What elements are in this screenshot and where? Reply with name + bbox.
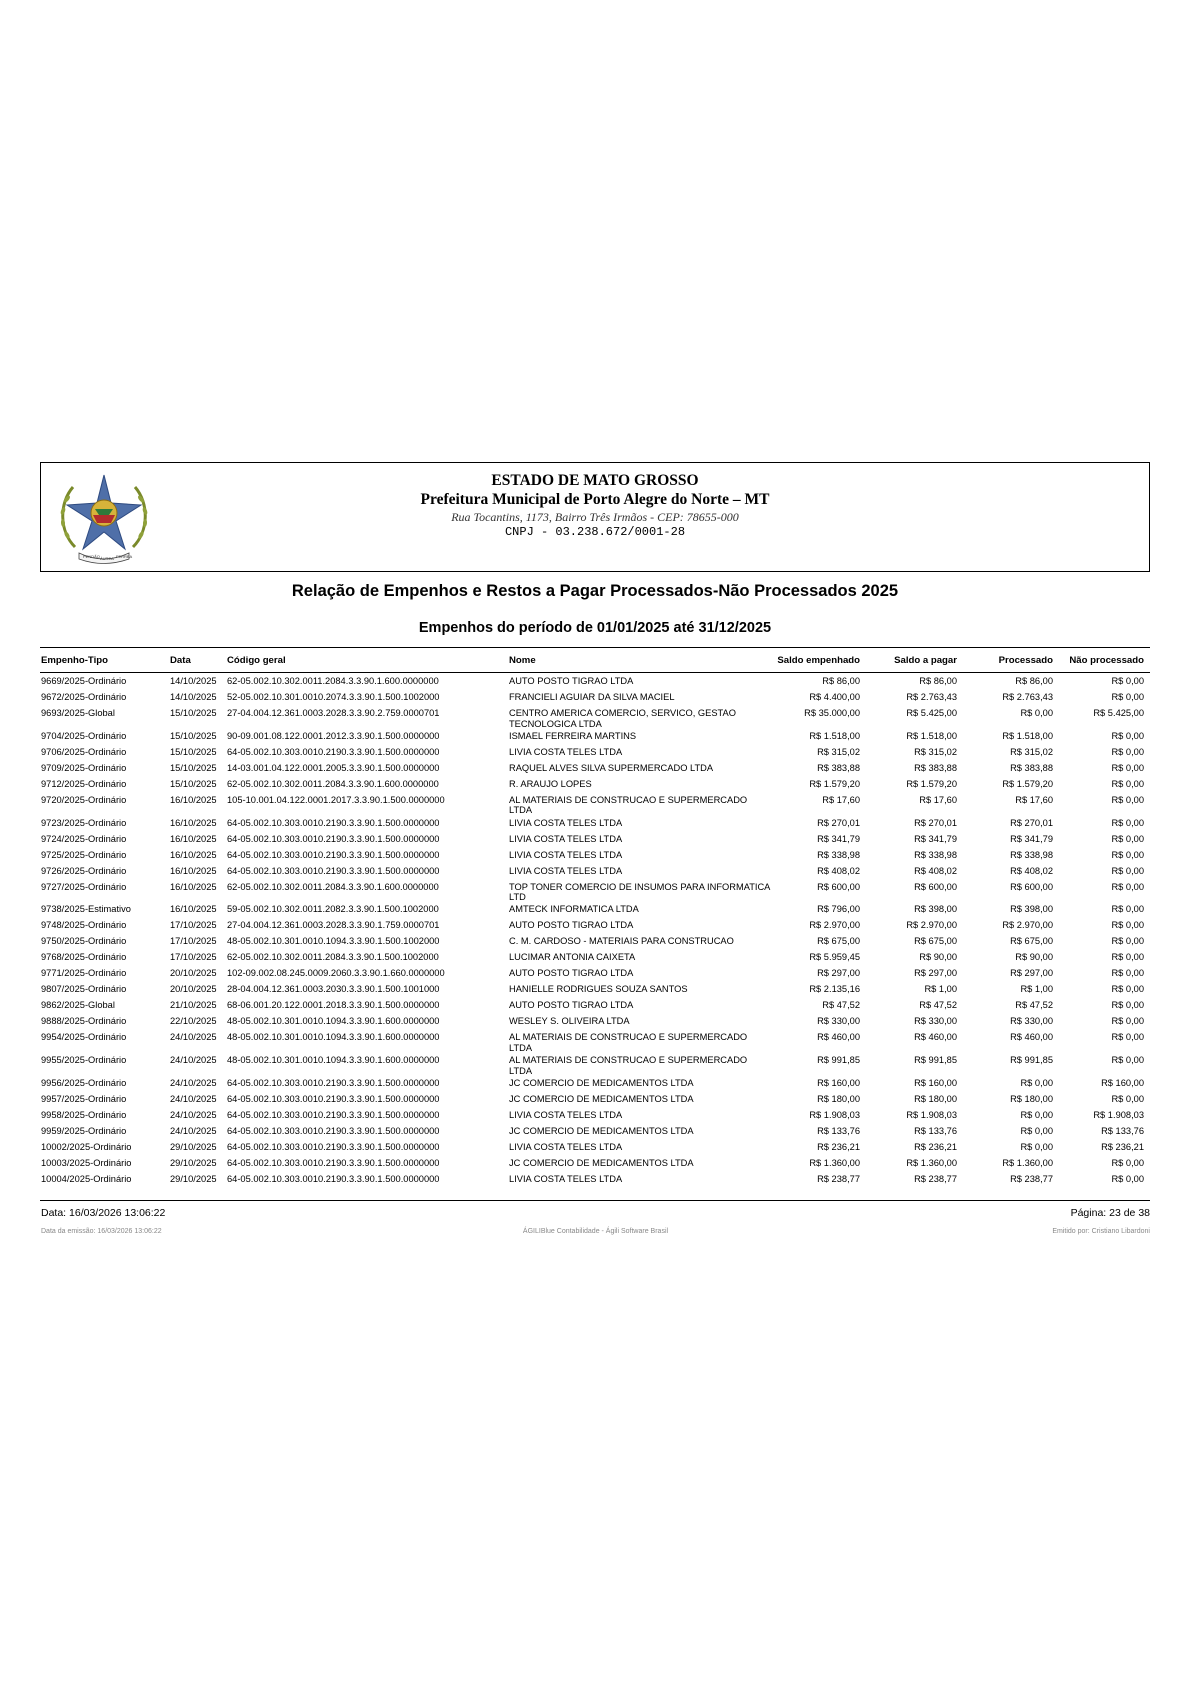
cell-codigo-geral: 48-05.002.10.301.0010.1094.3.3.90.1.500.1002000 [227, 936, 440, 947]
cell-processado: R$ 1.579,20 [1002, 778, 1053, 789]
cell-saldo-empenhado: R$ 1.908,03 [809, 1109, 860, 1120]
cell-saldo-empenhado: R$ 180,00 [817, 1093, 860, 1104]
cell-codigo-geral: 27-04.004.12.361.0003.2028.3.3.90.1.759.0000701 [227, 920, 440, 931]
cell-data: 14/10/2025 [170, 692, 217, 702]
cell-data: 15/10/2025 [170, 746, 217, 757]
cell-processado: R$ 0,00 [1020, 1077, 1053, 1088]
cell-processado: R$ 398,00 [1010, 904, 1053, 915]
cell-saldo-empenhado: R$ 1.360,00 [809, 1157, 860, 1168]
cell-nome: AL MATERIAIS DE CONSTRUCAO E SUPERMERCADO LTDA [509, 794, 748, 816]
cell-saldo-empenhado: R$ 1.579,20 [809, 778, 860, 789]
cell-data: 24/10/2025 [170, 1032, 217, 1043]
cell-empenho-tipo: 10002/2025-Ordinário [41, 1141, 132, 1152]
cell-empenho-tipo: 9723/2025-Ordinário [41, 817, 127, 828]
cell-codigo-geral: 64-05.002.10.303.0010.2190.3.3.90.1.500.0000000 [227, 865, 440, 876]
cell-codigo-geral: 62-05.002.10.302.0011.2084.3.3.90.1.600.0000000 [227, 881, 439, 892]
cell-saldo-empenhado: R$ 238,77 [817, 1173, 860, 1184]
cell-nome: AL MATERIAIS DE CONSTRUCAO E SUPERMERCADO LTDA [509, 1032, 748, 1053]
cell-processado: R$ 2.970,00 [1002, 920, 1053, 931]
header-codigo-geral: Código geral [227, 655, 286, 666]
cell-processado: R$ 0,00 [1020, 1125, 1053, 1136]
cell-nao-processado: R$ 160,00 [1101, 1077, 1144, 1088]
cell-nao-processado: R$ 0,00 [1111, 920, 1144, 931]
cell-nao-processado: R$ 0,00 [1111, 865, 1144, 876]
cell-nao-processado: R$ 0,00 [1111, 904, 1144, 915]
cell-data: 15/10/2025 [170, 708, 217, 718]
cell-nao-processado: R$ 0,00 [1111, 936, 1144, 947]
cell-empenho-tipo: 9771/2025-Ordinário [41, 968, 127, 979]
cell-saldo-a-pagar: R$ 47,52 [919, 1000, 957, 1011]
header-processado: Processado [998, 655, 1053, 666]
cnpj: CNPJ - 03.238.672/0001-28 [504, 525, 686, 539]
emission-date: Data da emissão: 16/03/2026 13:06:22 [41, 1228, 162, 1235]
cell-processado: R$ 17,60 [1015, 794, 1053, 805]
cell-data: 29/10/2025 [170, 1157, 217, 1168]
prefeitura-name: Prefeitura Municipal de Porto Alegre do Norte – MT [420, 491, 770, 508]
cell-nome: R. ARAUJO LOPES [509, 778, 592, 789]
header-saldo-a-pagar: Saldo a pagar [894, 655, 957, 666]
cell-saldo-empenhado: R$ 600,00 [817, 881, 860, 892]
cell-saldo-a-pagar: R$ 675,00 [914, 936, 957, 947]
header-nao-processado: Não processado [1069, 655, 1144, 666]
cell-nao-processado: R$ 0,00 [1111, 730, 1144, 741]
cell-saldo-empenhado: R$ 160,00 [817, 1077, 860, 1088]
cell-data: 29/10/2025 [170, 1141, 217, 1152]
cell-processado: R$ 1.360,00 [1002, 1157, 1053, 1168]
cell-processado: R$ 1,00 [1020, 984, 1053, 995]
cell-processado: R$ 2.763,43 [1002, 692, 1053, 702]
cell-codigo-geral: 64-05.002.10.303.0010.2190.3.3.90.1.500.0000000 [227, 849, 440, 860]
cell-processado: R$ 675,00 [1010, 936, 1053, 947]
cell-empenho-tipo: 9807/2025-Ordinário [41, 984, 127, 995]
cell-empenho-tipo: 9954/2025-Ordinário [41, 1032, 127, 1043]
cell-nome: LIVIA COSTA TELES LTDA [509, 1109, 623, 1120]
cell-processado: R$ 86,00 [1015, 676, 1053, 686]
cell-empenho-tipo: 10003/2025-Ordinário [41, 1157, 132, 1168]
cell-codigo-geral: 64-05.002.10.303.0010.2190.3.3.90.1.500.0000000 [227, 1125, 440, 1136]
cell-processado: R$ 90,00 [1015, 952, 1053, 963]
cell-saldo-a-pagar: R$ 270,01 [914, 817, 957, 828]
table-row [40, 728, 1150, 744]
cell-codigo-geral: 64-05.002.10.303.0010.2190.3.3.90.1.500.0000000 [227, 1173, 440, 1184]
cell-saldo-a-pagar: R$ 408,02 [914, 865, 957, 876]
cell-data: 24/10/2025 [170, 1093, 217, 1104]
cell-saldo-empenhado: R$ 1.518,00 [809, 730, 860, 741]
cell-codigo-geral: 62-05.002.10.302.0011.2084.3.3.90.1.500.1002000 [227, 952, 439, 963]
cell-saldo-a-pagar: R$ 1.579,20 [906, 778, 957, 789]
table-row [40, 933, 1150, 949]
header-empenho-tipo: Empenho-Tipo [41, 655, 108, 666]
cell-empenho-tipo: 9669/2025-Ordinário [41, 676, 127, 686]
cell-saldo-a-pagar: R$ 2.970,00 [906, 920, 957, 931]
cell-saldo-a-pagar: R$ 2.763,43 [906, 692, 957, 702]
cell-processado: R$ 991,85 [1010, 1055, 1053, 1066]
cell-nao-processado: R$ 0,00 [1111, 849, 1144, 860]
cell-empenho-tipo: 9958/2025-Ordinário [41, 1109, 127, 1120]
cell-codigo-geral: 52-05.002.10.301.0010.2074.3.3.90.1.500.1002000 [227, 692, 440, 702]
cell-saldo-empenhado: R$ 4.400,00 [809, 692, 860, 702]
cell-nome: ISMAEL FERREIRA MARTINS [509, 730, 637, 741]
cell-nome: AUTO POSTO TIGRAO LTDA [509, 920, 634, 931]
table-row [40, 1091, 1150, 1107]
cell-saldo-a-pagar: R$ 86,00 [919, 676, 957, 686]
cell-data: 15/10/2025 [170, 778, 217, 789]
cell-codigo-geral: 27-04.004.12.361.0003.2028.3.3.90.2.759.0000701 [227, 708, 440, 718]
table-row [40, 847, 1150, 863]
cell-data: 29/10/2025 [170, 1173, 217, 1184]
cell-codigo-geral: 64-05.002.10.303.0010.2190.3.3.90.1.500.0000000 [227, 1077, 440, 1088]
cell-codigo-geral: 90-09.001.08.122.0001.2012.3.3.90.1.500.0000000 [227, 730, 440, 741]
cell-saldo-empenhado: R$ 991,85 [817, 1055, 860, 1066]
cell-data: 16/10/2025 [170, 865, 217, 876]
cell-saldo-empenhado: R$ 236,21 [817, 1141, 860, 1152]
cell-codigo-geral: 62-05.002.10.302.0011.2084.3.3.90.1.600.0000000 [227, 778, 439, 789]
cell-nao-processado: R$ 1.908,03 [1093, 1109, 1144, 1120]
cell-data: 17/10/2025 [170, 920, 217, 931]
cell-data: 21/10/2025 [170, 1000, 217, 1011]
cell-data: 15/10/2025 [170, 730, 217, 741]
cell-processado: R$ 270,01 [1010, 817, 1053, 828]
table-row [40, 1075, 1150, 1091]
cell-empenho-tipo: 9724/2025-Ordinário [41, 833, 127, 844]
cell-nao-processado: R$ 133,76 [1101, 1125, 1144, 1136]
table-row [40, 1029, 1150, 1052]
cell-saldo-empenhado: R$ 341,79 [817, 833, 860, 844]
table-row [40, 1139, 1150, 1155]
cell-nome: LIVIA COSTA TELES LTDA [509, 817, 623, 828]
header-saldo-empenhado: Saldo empenhado [777, 655, 860, 666]
cell-saldo-a-pagar: R$ 460,00 [914, 1032, 957, 1043]
table-body [40, 673, 1150, 1187]
cell-processado: R$ 330,00 [1010, 1016, 1053, 1027]
cell-saldo-a-pagar: R$ 991,85 [914, 1055, 957, 1066]
cell-nao-processado: R$ 0,00 [1111, 952, 1144, 963]
cell-nao-processado: R$ 0,00 [1111, 833, 1144, 844]
cell-saldo-empenhado: R$ 383,88 [817, 762, 860, 773]
cell-saldo-a-pagar: R$ 297,00 [914, 968, 957, 979]
table-row [40, 776, 1150, 792]
cell-nome: LIVIA COSTA TELES LTDA [509, 849, 623, 860]
cell-nome: FRANCIELI AGUIAR DA SILVA MACIEL [509, 692, 675, 702]
cell-data: 16/10/2025 [170, 817, 217, 828]
cell-saldo-empenhado: R$ 35.000,00 [804, 708, 860, 718]
cell-saldo-empenhado: R$ 5.959,45 [809, 952, 860, 963]
header-text [41, 471, 1149, 540]
svg-text:PENDÃO: PENDÃO [83, 554, 100, 559]
cell-saldo-empenhado: R$ 330,00 [817, 1016, 860, 1027]
cell-nome: TOP TONER COMERCIO DE INSUMOS PARA INFORMATICA LTD [509, 881, 770, 903]
cell-empenho-tipo: 9712/2025-Ordinário [41, 778, 127, 789]
cell-saldo-a-pagar: R$ 17,60 [919, 794, 957, 805]
cell-codigo-geral: 68-06.001.20.122.0001.2018.3.3.90.1.500.0000000 [227, 1000, 440, 1011]
cell-nome: WESLEY S. OLIVEIRA LTDA [509, 1016, 630, 1027]
cell-nome: AL MATERIAIS DE CONSTRUCAO E SUPERMERCADO LTDA [509, 1055, 748, 1076]
cell-nao-processado: R$ 236,21 [1101, 1141, 1144, 1152]
cell-empenho-tipo: 9725/2025-Ordinário [41, 849, 127, 860]
cell-nao-processado: R$ 0,00 [1111, 817, 1144, 828]
cell-empenho-tipo: 9959/2025-Ordinário [41, 1125, 127, 1136]
cell-nao-processado: R$ 0,00 [1111, 692, 1144, 702]
table-row [40, 1052, 1150, 1075]
footer-date: Data: 16/03/2026 13:06:22 [41, 1207, 166, 1219]
cell-saldo-empenhado: R$ 460,00 [817, 1032, 860, 1043]
cell-codigo-geral: 105-10.001.04.122.0001.2017.3.3.90.1.500.0000000 [227, 794, 445, 805]
cell-codigo-geral: 28-04.004.12.361.0003.2030.3.3.90.1.500.1001000 [227, 984, 440, 995]
table-row [40, 1013, 1150, 1029]
cell-saldo-a-pagar: R$ 90,00 [919, 952, 957, 963]
cell-saldo-a-pagar: R$ 1.360,00 [906, 1157, 957, 1168]
cell-nome: RAQUEL ALVES SILVA SUPERMERCADO LTDA [509, 762, 714, 773]
cell-nome: AUTO POSTO TIGRAO LTDA [509, 1000, 634, 1011]
cell-processado: R$ 338,98 [1010, 849, 1053, 860]
address: Rua Tocantins, 1173, Bairro Três Irmãos - CEP: 78655-000 [451, 510, 739, 524]
cell-saldo-a-pagar: R$ 5.425,00 [906, 708, 957, 718]
table-row [40, 863, 1150, 879]
table-row [40, 917, 1150, 933]
cell-processado: R$ 600,00 [1010, 881, 1053, 892]
cell-data: 24/10/2025 [170, 1125, 217, 1136]
cell-saldo-a-pagar: R$ 330,00 [914, 1016, 957, 1027]
cell-nao-processado: R$ 0,00 [1111, 1157, 1144, 1168]
software-credit: ÁGILIBlue Contabilidade - Ágili Software Brasil [522, 1228, 669, 1235]
report-header [40, 462, 1150, 572]
cell-empenho-tipo: 9956/2025-Ordinário [41, 1077, 127, 1088]
cell-nome: HANIELLE RODRIGUES SOUZA SANTOS [509, 984, 688, 995]
cell-nao-processado: R$ 0,00 [1111, 676, 1144, 686]
cell-saldo-a-pagar: R$ 383,88 [914, 762, 957, 773]
table-row [40, 831, 1150, 847]
cell-data: 16/10/2025 [170, 904, 217, 915]
table-row [40, 705, 1150, 728]
cell-empenho-tipo: 9955/2025-Ordinário [41, 1055, 127, 1066]
cell-nao-processado: R$ 0,00 [1111, 984, 1144, 995]
empenhos-table [40, 647, 1150, 1187]
cell-codigo-geral: 62-05.002.10.302.0011.2084.3.3.90.1.600.0000000 [227, 676, 439, 686]
state-name: ESTADO DE MATO GROSSO [491, 472, 699, 489]
cell-codigo-geral: 64-05.002.10.303.0010.2190.3.3.90.1.500.0000000 [227, 817, 440, 828]
cell-empenho-tipo: 9862/2025-Global [41, 1000, 115, 1011]
cell-nome: LUCIMAR ANTONIA CAIXETA [509, 952, 636, 963]
cell-data: 24/10/2025 [170, 1055, 217, 1066]
cell-empenho-tipo: 10004/2025-Ordinário [41, 1173, 132, 1184]
cell-nome: C. M. CARDOSO - MATERIAIS PARA CONSTRUCAO [509, 936, 734, 947]
cell-empenho-tipo: 9957/2025-Ordinário [41, 1093, 127, 1104]
cell-data: 17/10/2025 [170, 936, 217, 947]
cell-saldo-empenhado: R$ 17,60 [822, 794, 860, 805]
cell-nao-processado: R$ 0,00 [1111, 1055, 1144, 1066]
cell-data: 24/10/2025 [170, 1077, 217, 1088]
cell-saldo-a-pagar: R$ 341,79 [914, 833, 957, 844]
cell-saldo-a-pagar: R$ 180,00 [914, 1093, 957, 1104]
cell-saldo-empenhado: R$ 47,52 [822, 1000, 860, 1011]
cell-saldo-a-pagar: R$ 236,21 [914, 1141, 957, 1152]
header-nome: Nome [509, 655, 536, 666]
cell-saldo-empenhado: R$ 297,00 [817, 968, 860, 979]
cell-codigo-geral: 64-05.002.10.303.0010.2190.3.3.90.1.500.0000000 [227, 1109, 440, 1120]
cell-nome: LIVIA COSTA TELES LTDA [509, 833, 623, 844]
cell-processado: R$ 238,77 [1010, 1173, 1053, 1184]
cell-nome: JC COMERCIO DE MEDICAMENTOS LTDA [509, 1125, 694, 1136]
cell-saldo-empenhado: R$ 796,00 [817, 904, 860, 915]
cell-empenho-tipo: 9750/2025-Ordinário [41, 936, 127, 947]
cell-nome: LIVIA COSTA TELES LTDA [509, 1173, 623, 1184]
cell-nao-processado: R$ 0,00 [1111, 778, 1144, 789]
cell-processado: R$ 0,00 [1020, 1141, 1053, 1152]
cell-processado: R$ 0,00 [1020, 708, 1053, 718]
cell-empenho-tipo: 9768/2025-Ordinário [41, 952, 127, 963]
cell-processado: R$ 315,02 [1010, 746, 1053, 757]
cell-empenho-tipo: 9704/2025-Ordinário [41, 730, 127, 741]
cell-saldo-empenhado: R$ 408,02 [817, 865, 860, 876]
cell-saldo-empenhado: R$ 270,01 [817, 817, 860, 828]
cell-codigo-geral: 48-05.002.10.301.0010.1094.3.3.90.1.600.0000000 [227, 1055, 440, 1066]
header-data: Data [170, 655, 191, 666]
cell-data: 24/10/2025 [170, 1109, 217, 1120]
cell-nome: JC COMERCIO DE MEDICAMENTOS LTDA [509, 1093, 694, 1104]
cell-nao-processado: R$ 0,00 [1111, 794, 1144, 805]
cell-codigo-geral: 64-05.002.10.303.0010.2190.3.3.90.1.500.0000000 [227, 1157, 440, 1168]
cell-nao-processado: R$ 0,00 [1111, 968, 1144, 979]
cell-empenho-tipo: 9672/2025-Ordinário [41, 692, 127, 702]
table-row [40, 879, 1150, 902]
cell-saldo-a-pagar: R$ 600,00 [914, 881, 957, 892]
cell-codigo-geral: 59-05.002.10.302.0011.2082.3.3.90.1.500.1002000 [227, 904, 439, 915]
cell-codigo-geral: 102-09.002.08.245.0009.2060.3.3.90.1.660.0000000 [227, 968, 445, 979]
table-row [40, 965, 1150, 981]
cell-nome: JC COMERCIO DE MEDICAMENTOS LTDA [509, 1077, 694, 1088]
cell-codigo-geral: 64-05.002.10.303.0010.2190.3.3.90.1.500.0000000 [227, 1141, 440, 1152]
table-header [40, 647, 1150, 673]
cell-nao-processado: R$ 0,00 [1111, 746, 1144, 757]
cell-saldo-a-pagar: R$ 338,98 [914, 849, 957, 860]
emitted-by: Emitido por: Cristiano Libardoni [1052, 1228, 1150, 1235]
cell-nao-processado: R$ 0,00 [1111, 1093, 1144, 1104]
cell-processado: R$ 1.518,00 [1002, 730, 1053, 741]
cell-data: 20/10/2025 [170, 984, 217, 995]
table-row [40, 981, 1150, 997]
svg-text:ÁUREA: ÁUREA [100, 556, 114, 561]
cell-processado: R$ 0,00 [1020, 1109, 1053, 1120]
cell-nome: AMTECK INFORMATICA LTDA [509, 904, 639, 915]
cell-saldo-a-pagar: R$ 315,02 [914, 746, 957, 757]
cell-nao-processado: R$ 0,00 [1111, 1000, 1144, 1011]
table-row [40, 1123, 1150, 1139]
cell-data: 20/10/2025 [170, 968, 217, 979]
cell-data: 16/10/2025 [170, 794, 217, 805]
cell-empenho-tipo: 9720/2025-Ordinário [41, 794, 127, 805]
cell-saldo-empenhado: R$ 338,98 [817, 849, 860, 860]
cell-codigo-geral: 64-05.002.10.303.0010.2190.3.3.90.1.500.0000000 [227, 746, 440, 757]
cell-empenho-tipo: 9738/2025-Estimativo [41, 904, 131, 915]
cell-nome: LIVIA COSTA TELES LTDA [509, 865, 623, 876]
cell-empenho-tipo: 9693/2025-Global [41, 708, 115, 718]
cell-empenho-tipo: 9726/2025-Ordinário [41, 865, 127, 876]
cell-saldo-empenhado: R$ 315,02 [817, 746, 860, 757]
cell-processado: R$ 460,00 [1010, 1032, 1053, 1043]
cell-saldo-a-pagar: R$ 1.908,03 [906, 1109, 957, 1120]
cell-data: 17/10/2025 [170, 952, 217, 963]
cell-data: 14/10/2025 [170, 676, 217, 686]
cell-saldo-empenhado: R$ 2.135,16 [809, 984, 860, 995]
cell-processado: R$ 341,79 [1010, 833, 1053, 844]
cell-saldo-a-pagar: R$ 1.518,00 [906, 730, 957, 741]
table-row [40, 997, 1150, 1013]
cell-nome: AUTO POSTO TIGRAO LTDA [509, 676, 634, 686]
table-row [40, 1107, 1150, 1123]
table-row [40, 744, 1150, 760]
cell-data: 16/10/2025 [170, 833, 217, 844]
cell-processado: R$ 383,88 [1010, 762, 1053, 773]
cell-processado: R$ 47,52 [1015, 1000, 1053, 1011]
table-row [40, 815, 1150, 831]
cell-nome: AUTO POSTO TIGRAO LTDA [509, 968, 634, 979]
cell-saldo-empenhado: R$ 133,76 [817, 1125, 860, 1136]
cell-codigo-geral: 48-05.002.10.301.0010.1094.3.3.90.1.600.0000000 [227, 1032, 440, 1043]
cell-nome: LIVIA COSTA TELES LTDA [509, 1141, 623, 1152]
cell-processado: R$ 408,02 [1010, 865, 1053, 876]
cell-codigo-geral: 14-03.001.04.122.0001.2005.3.3.90.1.500.0000000 [227, 762, 440, 773]
cell-empenho-tipo: 9748/2025-Ordinário [41, 920, 127, 931]
cell-data: 16/10/2025 [170, 849, 217, 860]
cell-empenho-tipo: 9727/2025-Ordinário [41, 881, 127, 892]
cell-codigo-geral: 64-05.002.10.303.0010.2190.3.3.90.1.500.0000000 [227, 1093, 440, 1104]
cell-saldo-a-pagar: R$ 238,77 [914, 1173, 957, 1184]
cell-empenho-tipo: 9888/2025-Ordinário [41, 1016, 127, 1027]
report-title: Relação de Empenhos e Restos a Pagar Processados-Não Processados 2025 [291, 582, 899, 600]
cell-nao-processado: R$ 0,00 [1111, 1016, 1144, 1027]
cell-saldo-a-pagar: R$ 398,00 [914, 904, 957, 915]
cell-saldo-empenhado: R$ 2.970,00 [809, 920, 860, 931]
table-row [40, 901, 1150, 917]
cell-empenho-tipo: 9706/2025-Ordinário [41, 746, 127, 757]
cell-nao-processado: R$ 0,00 [1111, 762, 1144, 773]
table-row [40, 949, 1150, 965]
cell-processado: R$ 180,00 [1010, 1093, 1053, 1104]
cell-codigo-geral: 48-05.002.10.301.0010.1094.3.3.90.1.600.0000000 [227, 1016, 440, 1027]
table-row [40, 792, 1150, 815]
table-row [40, 1155, 1150, 1171]
cell-saldo-a-pagar: R$ 1,00 [924, 984, 957, 995]
cell-saldo-empenhado: R$ 86,00 [822, 676, 860, 686]
cell-nao-processado: R$ 0,00 [1111, 1173, 1144, 1184]
table-row [40, 689, 1150, 705]
cell-saldo-a-pagar: R$ 160,00 [914, 1077, 957, 1088]
table-row [40, 1171, 1150, 1187]
cell-empenho-tipo: 9709/2025-Ordinário [41, 762, 127, 773]
cell-nome: JC COMERCIO DE MEDICAMENTOS LTDA [509, 1157, 694, 1168]
page-number: Página: 23 de 38 [1070, 1207, 1150, 1219]
svg-text:FERREA: FERREA [116, 554, 133, 559]
cell-data: 16/10/2025 [170, 881, 217, 892]
cell-saldo-a-pagar: R$ 133,76 [914, 1125, 957, 1136]
cell-data: 22/10/2025 [170, 1016, 217, 1027]
cell-nome: CENTRO AMERICA COMERCIO, SERVICO, GESTAO TECNOLOGICA LTDA [509, 708, 736, 729]
cell-nao-processado: R$ 0,00 [1111, 881, 1144, 892]
cell-codigo-geral: 64-05.002.10.303.0010.2190.3.3.90.1.500.0000000 [227, 833, 440, 844]
table-row [40, 760, 1150, 776]
report-subtitle: Empenhos do período de 01/01/2025 até 31/12/2025 [418, 620, 772, 636]
table-row [40, 673, 1150, 689]
cell-saldo-empenhado: R$ 675,00 [817, 936, 860, 947]
cell-data: 15/10/2025 [170, 762, 217, 773]
cell-processado: R$ 297,00 [1010, 968, 1053, 979]
footer-divider [40, 1200, 1150, 1201]
cell-nao-processado: R$ 5.425,00 [1093, 708, 1144, 718]
cell-nao-processado: R$ 0,00 [1111, 1032, 1144, 1043]
cell-nome: LIVIA COSTA TELES LTDA [509, 746, 623, 757]
